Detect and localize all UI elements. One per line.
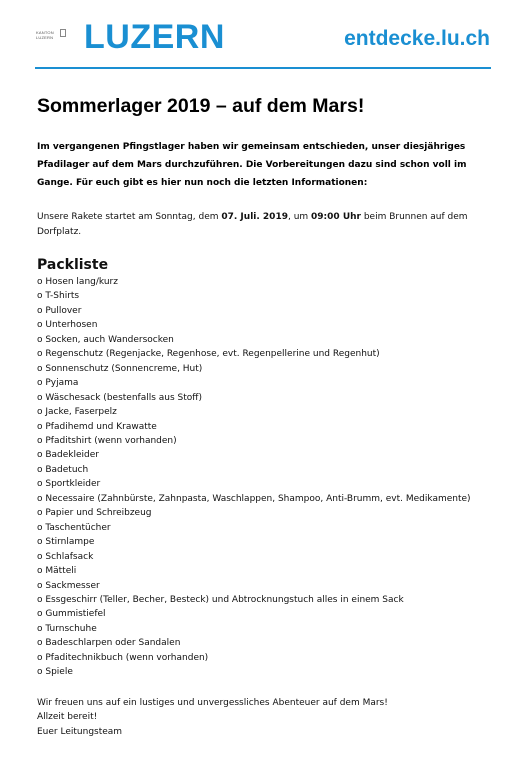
packlist-item: o T-Shirts [37, 291, 80, 302]
packlist-item: o Regenschutz (Regenjacke, Regenhose, evt. Regenpellerine und Regenhut) [37, 349, 380, 360]
packlist-item: o Badekleider [37, 450, 100, 461]
canton-logo-label [36, 30, 54, 40]
packlist-item: o Sonnenschutz (Sonnencreme, Hut) [37, 363, 203, 374]
document-header [0, 0, 524, 72]
packlist-item: o Spiele [37, 667, 73, 678]
packlist-item: o Turnschuhe [37, 623, 97, 634]
canton-label-line2: LUZERN [36, 35, 54, 40]
packlist-item: o Schlafsack [37, 551, 94, 562]
packlist-item: o Stirnlampe [37, 537, 95, 548]
packlist-item: o Pyjama [37, 378, 79, 389]
departure-date: 07. Juli. 2019 [221, 212, 288, 222]
page-title: Sommerlager 2019 – auf dem Mars! [37, 95, 365, 117]
packlist-item: o Pfadihemd und Krawatte [37, 421, 157, 432]
packlist [37, 275, 497, 680]
departure-text-2: , um [287, 212, 312, 222]
packlist-item: o Necessaire (Zahnbürste, Zahnpasta, Waschlappen, Shampoo, Anti-Brumm, evt. Medikamente) [37, 493, 471, 504]
closing-line: Wir freuen uns auf ein lustiges und unvergessliches Abenteuer auf dem Mars! [37, 697, 388, 708]
canton-label-line1: KANTON [36, 30, 54, 35]
header-divider [35, 67, 491, 69]
site-url: entdecke.lu.ch [344, 27, 490, 50]
intro-paragraph: Im vergangenen Pfingstlager haben wir gemeinsam entschieden, unser diesjähriges Pfadilager auf dem Mars durchzuführen. Die Vorbereitungen dazu sind schon voll im Gange. Für euch gibt es hier nun noch die letzten Informationen: [37, 142, 467, 188]
closing-signature: Euer Leitungsteam [37, 726, 123, 737]
packlist-item: o Pfaditshirt (wenn vorhanden) [37, 435, 177, 446]
packlist-item: o Unterhosen [37, 320, 98, 331]
document-body [37, 94, 497, 739]
luzern-logo: LUZERN [84, 18, 225, 56]
packlist-item: o Badeschlarpen oder Sandalen [37, 638, 181, 649]
packlist-item: o Mätteli [37, 566, 77, 577]
closing-section [37, 696, 497, 740]
departure-time: 09:00 Uhr [311, 212, 361, 222]
departure-text-3: beim Brunnen auf dem Dorfplatz. [37, 212, 468, 237]
packlist-item: o Jacke, Faserpelz [37, 407, 117, 418]
packlist-item: o Pullover [37, 305, 82, 316]
packlist-item: o Taschentücher [37, 522, 111, 533]
packlist-item: o Gummistiefel [37, 609, 106, 620]
packlist-item: o Wäschesack (bestenfalls aus Stoff) [37, 392, 202, 403]
packlist-item: o Sackmesser [37, 580, 100, 591]
closing-motto: Allzeit bereit! [37, 712, 98, 723]
packlist-item: o Badetuch [37, 464, 89, 475]
packlist-item: o Socken, auch Wandersocken [37, 334, 174, 345]
canton-crest-icon [60, 29, 66, 37]
packlist-heading: Packliste [37, 257, 109, 273]
departure-info [37, 210, 497, 240]
packlist-item: o Hosen lang/kurz [37, 277, 118, 287]
packlist-item: o Sportkleider [37, 479, 101, 490]
packlist-item: o Papier und Schreibzeug [37, 508, 152, 519]
departure-text-1: Unsere Rakete startet am Sonntag, dem [37, 212, 222, 222]
packlist-item: o Pfaditechnikbuch (wenn vorhanden) [37, 652, 209, 663]
packlist-item: o Essgeschirr (Teller, Becher, Besteck) und Abtrocknungstuch alles in einem Sack [37, 594, 404, 605]
